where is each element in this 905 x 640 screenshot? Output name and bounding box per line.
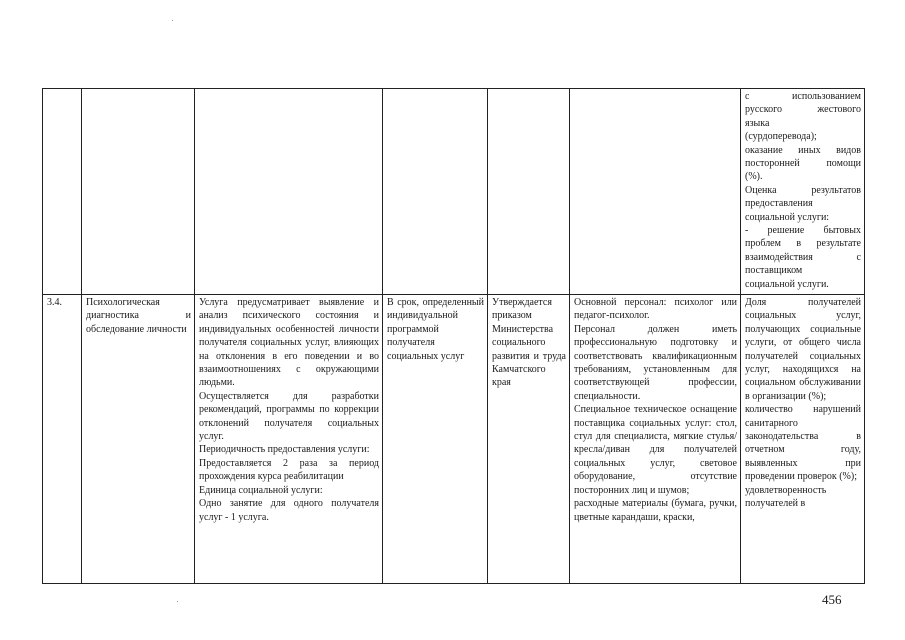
cell-tariff-empty — [488, 89, 570, 295]
services-table — [42, 88, 865, 584]
criteria-line: социальной услуги. — [745, 278, 829, 290]
cell-name-empty — [82, 89, 195, 295]
cell-service-term: В срок, определенный индивидуальной программой получателя социальных услуг — [383, 295, 488, 584]
criteria-line: с использованием — [745, 91, 861, 102]
cell-service-criteria: Доля получателей социальных услуг, получающих социальные услуги, от общего числа получателей социальных услуг, находящихся на социальном обслуживании в организации (%); количество нарушений санитарного законодательства в отчетном году, выявленных при проведении проверок (%); удовлетворенность получателей в — [741, 295, 865, 584]
scan-speck — [177, 601, 178, 602]
criteria-line: русского жестового — [745, 104, 861, 116]
cell-service-name: Психологическая диагностика и обследование личности — [82, 295, 195, 584]
criteria-line: языка — [745, 117, 770, 129]
table-row-3-4 — [43, 295, 865, 584]
criteria-line: взаимодействия с — [745, 251, 861, 263]
cell-description-empty — [195, 89, 383, 295]
criteria-line: (%). — [745, 171, 763, 183]
criteria-line: предоставления — [745, 198, 813, 210]
criteria-line: проблем в результате — [745, 238, 861, 250]
criteria-line: посторонней помощи — [745, 158, 861, 170]
criteria-line: оказание иных видов — [745, 144, 861, 156]
cell-term-empty — [383, 89, 488, 295]
cell-service-tariff: Утверждается приказом Министерства социального развития и труда Камчатского края — [488, 295, 570, 584]
cell-service-conditions: Основной персонал: психолог или педагог-психолог. Персонал должен иметь профессиональную подготовку и соответствовать квалификационным требованиям, установленным для соответствующей профессии, специальности. Специальное техническое оснащение поставщика социальных услуг: стол, стул для специалиста, мягкие стулья/кресла/диван для получателей социальных услуг, световое оборудование, отсутствие посторонних лиц и шумов; расходные материалы (бумага, ручки, цветные карандаши, краски, — [570, 295, 741, 584]
criteria-line: (сурдоперевода); — [745, 131, 817, 143]
cell-number-empty — [43, 89, 82, 295]
table-row-continuation — [43, 89, 865, 295]
criteria-line: - решение бытовых — [745, 225, 861, 237]
criteria-line: Оценка результатов — [745, 184, 861, 196]
cell-number: 3.4. — [43, 295, 82, 584]
page-number: 456 — [822, 592, 842, 607]
criteria-line: социальной услуги: — [745, 211, 830, 223]
cell-conditions-empty — [570, 89, 741, 295]
cell-service-description: Услуга предусматривает выявление и анализ психического состояния и индивидуальных особенностей личности получателя социальных услуг, влияющих на отклонения в его поведении и во взаимоотношениях с окружающими людьми. Осуществляется для разработки рекомендаций, программы по коррекции отклонений получателя социальных услуг. Периодичность предоставления услуги: Предоставляется 2 раза за период прохождения курса реабилитации Единица социальной услуги: Одно занятие для одного получателя услуг - 1 услуга. — [195, 295, 383, 584]
cell-criteria-continuation — [741, 89, 865, 295]
scan-speck — [172, 20, 173, 21]
criteria-line: поставщиком — [745, 265, 803, 277]
